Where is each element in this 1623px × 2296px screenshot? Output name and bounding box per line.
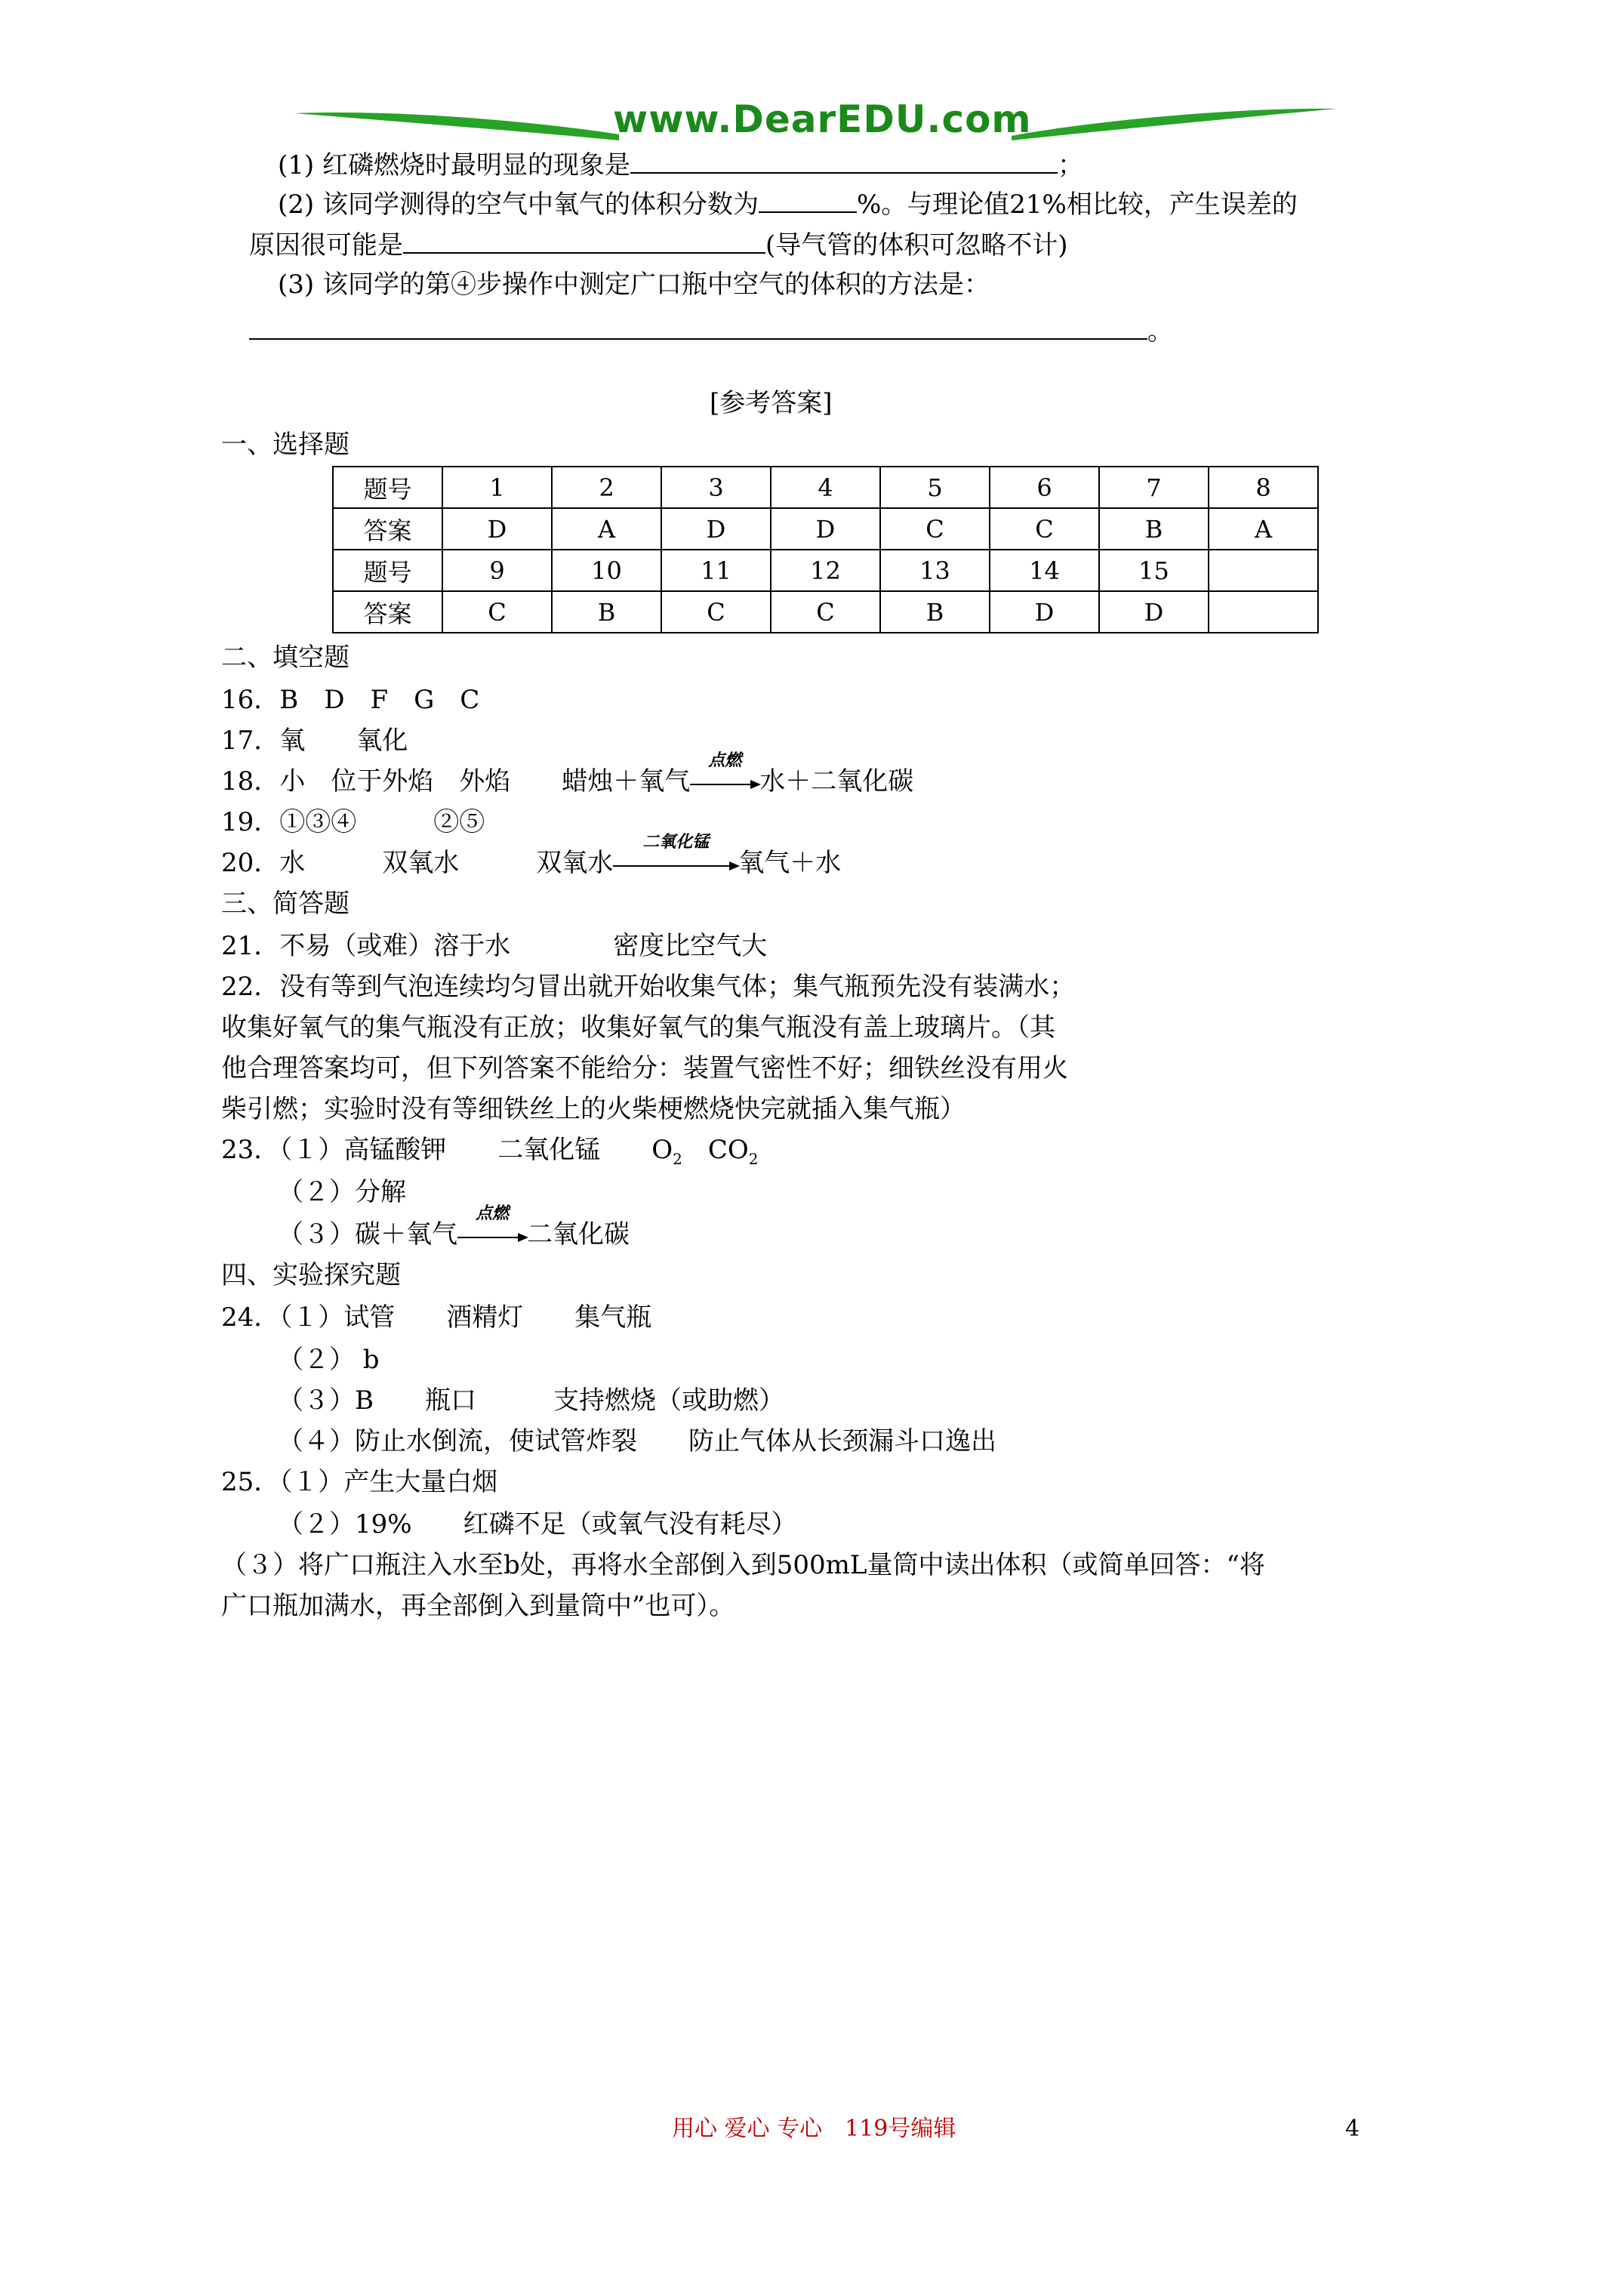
answer-blank <box>630 149 1058 174</box>
answer-22-line4: 柴引燃；实验时没有等细铁丝上的火柴梗燃烧快完就插入集气瓶） <box>221 1094 965 1124</box>
table-cell: 10 <box>552 550 661 591</box>
table-cell: D <box>771 508 880 550</box>
question-1 <box>278 149 1083 178</box>
reaction-arrow <box>457 1203 527 1247</box>
answer-23-3 <box>278 1203 630 1250</box>
answer-23-1 <box>221 1137 759 1166</box>
table-cell: 15 <box>1099 550 1209 591</box>
question-2-text-b: %。与理论值21%相比较，产生误差的 <box>856 190 1298 220</box>
table-cell: C <box>442 591 552 633</box>
subscript: 2 <box>748 1149 759 1168</box>
answer-22-line3: 他合理答案均可，但下列答案不能给分：装置气密性不好；细铁丝没有用火 <box>221 1053 1068 1083</box>
section-short-heading: 三、简答题 <box>221 889 350 919</box>
table-cell: B <box>552 591 661 633</box>
question-2-line1 <box>278 189 1298 220</box>
table-cell: 12 <box>771 550 880 591</box>
answer-25-1: 25．（１）产生大量白烟 <box>221 1467 498 1497</box>
table-cell: C <box>771 591 880 633</box>
answer-24-3: （３）B 瓶口 支持燃烧（或助燃） <box>278 1385 784 1416</box>
table-row <box>333 467 1318 508</box>
answer-23-3-text-a: （３）碳＋氧气 <box>278 1219 457 1250</box>
table-cell: B <box>880 591 990 633</box>
question-2-text-d: (导气管的体积可忽略不计) <box>765 230 1068 260</box>
answer-25-3-line2: 广口瓶加满水，再全部倒入到量筒中”也可）。 <box>221 1591 735 1621</box>
answer-25-3-line1: （３）将广口瓶注入水至b处，再将水全部倒入到500mL量筒中读出体积（或简单回答：“将 <box>221 1550 1265 1580</box>
table-cell: D <box>442 508 552 550</box>
answer-23-1-mid: CO <box>682 1135 749 1165</box>
answer-17: 17．氧 氧化 <box>221 726 408 756</box>
header-url: www.DearEDU.com <box>613 97 1032 141</box>
page-number: 4 <box>1345 2116 1360 2142</box>
reaction-condition: 点燃 <box>475 1203 509 1223</box>
answer-21: 21．不易（或难）溶于水 密度比空气大 <box>221 931 768 961</box>
answer-24-1: 24．（１）试管 酒精灯 集气瓶 <box>221 1302 652 1333</box>
question-3-end: 。 <box>1147 316 1173 347</box>
table-cell: 11 <box>661 550 771 591</box>
table-cell: 5 <box>880 467 990 508</box>
answer-16: 16．B D F G C <box>221 685 480 715</box>
answer-22-line1: 22．没有等到气泡连续均匀冒出就开始收集气体；集气瓶预先没有装满水； <box>221 972 1076 1002</box>
answer-20-text-a: 20．水 双氧水 双氧水 <box>221 848 614 878</box>
question-1-end: ； <box>1057 150 1083 180</box>
subscript: 2 <box>673 1149 682 1168</box>
answer-20-text-b: 氧气＋水 <box>738 848 842 878</box>
table-cell: 14 <box>990 550 1099 591</box>
reaction-condition: 二氧化锰 <box>642 832 710 852</box>
answer-table <box>332 466 1319 633</box>
answer-18 <box>221 750 914 797</box>
answer-blank <box>249 316 1147 340</box>
table-cell: C <box>661 591 771 633</box>
table-row-header: 答案 <box>333 508 442 550</box>
table-cell: 3 <box>661 467 771 508</box>
arrow-icon <box>457 1222 527 1238</box>
table-cell: A <box>1209 508 1318 550</box>
answer-blank <box>759 189 857 213</box>
table-cell: C <box>990 508 1099 550</box>
footer-text: 用心 爱心 专心 119号编辑 <box>672 2116 956 2142</box>
answer-blank <box>403 230 765 254</box>
table-cell: C <box>880 508 990 550</box>
arrow-icon <box>690 769 759 785</box>
table-cell: 7 <box>1099 467 1209 508</box>
answers-title: [参考答案] <box>710 388 833 418</box>
question-3-answer-line <box>249 316 1173 347</box>
answer-20 <box>221 832 842 878</box>
question-3: (3) 该同学的第④步操作中测定广口瓶中空气的体积的方法是： <box>278 270 990 300</box>
table-row-header: 题号 <box>333 467 442 508</box>
answer-23-1-text: 23．（１）高锰酸钾 二氧化锰 O <box>221 1135 673 1165</box>
section-choice-heading: 一、选择题 <box>221 430 350 460</box>
answer-22-line2: 收集好氧气的集气瓶没有正放；收集好氧气的集气瓶没有盖上玻璃片。（其 <box>221 1012 1055 1043</box>
table-cell <box>1209 591 1318 633</box>
answer-24-4: （４）防止水倒流，使试管炸裂 防止气体从长颈漏斗口逸出 <box>278 1426 996 1456</box>
table-cell: B <box>1099 508 1209 550</box>
answer-23-3-text-b: 二氧化碳 <box>527 1219 630 1250</box>
table-cell: 9 <box>442 550 552 591</box>
question-2-text-a: (2) 该同学测得的空气中氧气的体积分数为 <box>278 190 759 220</box>
section-fill-heading: 二、填空题 <box>221 643 350 673</box>
table-row <box>333 550 1318 591</box>
answer-23-2: （２）分解 <box>278 1177 406 1207</box>
table-row <box>333 591 1318 633</box>
table-cell: 2 <box>552 467 661 508</box>
question-1-text: (1) 红磷燃烧时最明显的现象是 <box>278 150 630 180</box>
question-2-line2 <box>249 230 1068 258</box>
table-cell: D <box>1099 591 1209 633</box>
table-row <box>333 508 1318 550</box>
reaction-arrow <box>690 750 759 794</box>
table-cell: D <box>661 508 771 550</box>
table-cell: D <box>990 591 1099 633</box>
table-cell: 1 <box>442 467 552 508</box>
table-cell: 8 <box>1209 467 1318 508</box>
table-cell: A <box>552 508 661 550</box>
table-cell: 13 <box>880 550 990 591</box>
question-2-text-c: 原因很可能是 <box>249 230 403 260</box>
reaction-condition: 点燃 <box>708 750 742 770</box>
section-experiment-heading: 四、实验探究题 <box>221 1260 401 1290</box>
table-cell: 4 <box>771 467 880 508</box>
table-cell <box>1209 550 1318 591</box>
table-cell: 6 <box>990 467 1099 508</box>
reaction-arrow <box>613 832 738 876</box>
table-row-header: 答案 <box>333 591 442 633</box>
answer-24-2: （２） b <box>278 1345 380 1375</box>
arrow-icon <box>613 850 738 867</box>
answer-25-2: （２）19% 红磷不足（或氧气没有耗尽） <box>278 1509 797 1539</box>
table-row-header: 题号 <box>333 550 442 591</box>
answer-18-text-b: 水＋二氧化碳 <box>759 766 914 797</box>
answer-19: 19．①③④ ②⑤ <box>221 807 485 837</box>
answer-18-text-a: 18．小 位于外焰 外焰 蜡烛＋氧气 <box>221 766 691 797</box>
